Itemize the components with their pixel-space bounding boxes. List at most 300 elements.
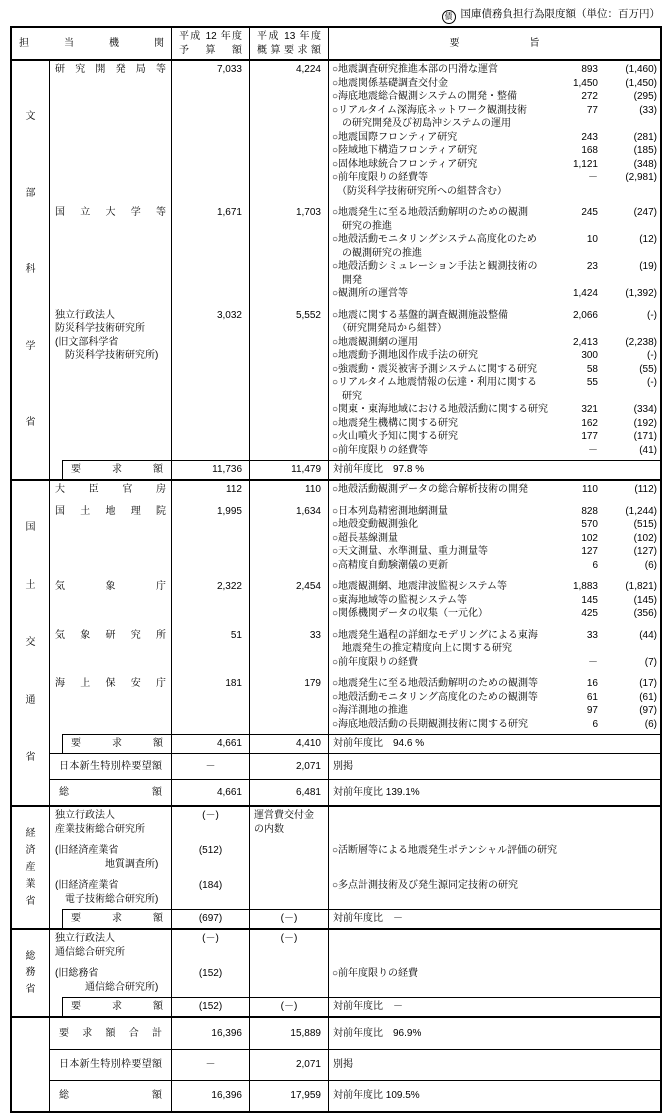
agency-name-line: 研 究 開 発 局 等 xyxy=(55,64,166,75)
caption xyxy=(0,0,672,26)
summary-item xyxy=(332,483,658,497)
item-text-line: ○活断層等による地震発生ポテンシャル評価の研究 xyxy=(332,845,558,856)
summary-item xyxy=(332,260,658,287)
ministry-char: 産 xyxy=(25,861,36,873)
total-row-summary: 対前年度比 139.1% xyxy=(329,779,660,805)
caption-title: 国庫債務負担行為限度額（単位：百万円） xyxy=(460,8,660,20)
summary-item xyxy=(332,430,658,444)
fy2001-amount: (－) xyxy=(250,909,329,928)
summary-cell xyxy=(329,621,660,670)
grand-totals-section xyxy=(12,1016,660,1111)
total-row-summary: 対前年度比 96.9% xyxy=(333,1027,422,1039)
item-text xyxy=(332,403,558,417)
fy2000-amount: (－) xyxy=(172,930,250,959)
item-amount: 58 xyxy=(586,363,598,375)
fy2000-amount: (697) xyxy=(172,909,250,928)
item-prev-year-amount: (55) xyxy=(639,363,657,375)
header-fy2001-line2: 概算要求額 xyxy=(257,44,321,56)
summary-item xyxy=(332,580,658,594)
item-text xyxy=(332,171,558,198)
item-prev-year-amount: (17) xyxy=(639,678,657,689)
summary-item xyxy=(332,594,658,608)
summary-item xyxy=(332,376,658,403)
agency-row xyxy=(50,871,660,909)
item-prev-year-amount: (1,821) xyxy=(625,581,657,592)
fy2000-amount: － xyxy=(172,1049,250,1080)
ministry-label-empty xyxy=(12,1018,50,1111)
item-text-line: ○地震に関する基盤的調査観測施設整備 xyxy=(332,309,509,321)
ministry-section xyxy=(12,61,660,479)
total-row-summary: 対前年度比 94.6 % xyxy=(329,734,660,753)
item-amount: 243 xyxy=(581,131,598,143)
total-row-summary: 対前年度比 109.5% xyxy=(329,1080,660,1111)
item-text xyxy=(332,444,558,458)
section-total-row xyxy=(50,753,660,779)
agency-cell xyxy=(50,959,172,997)
item-amount: 300 xyxy=(581,350,598,361)
item-prev-year-amount: (-) xyxy=(647,309,657,321)
item-amount: 33 xyxy=(586,629,598,641)
item-amount: 77 xyxy=(586,104,598,116)
fy2001-amount: 2,454 xyxy=(250,572,329,621)
item-prev-year-amount: (2,238) xyxy=(625,336,657,348)
item-text-line: ○前年度限りの経費等 xyxy=(332,172,429,183)
item-text-line: ○地震観測網の運用 xyxy=(332,336,419,348)
total-row-label: 要 求 額 xyxy=(62,997,172,1016)
fy2001-amount xyxy=(250,871,329,909)
item-text xyxy=(332,691,558,705)
item-amount: 1,424 xyxy=(572,288,598,299)
item-text xyxy=(332,336,558,350)
fy2000-amount: 4,661 xyxy=(172,779,250,805)
item-text xyxy=(332,417,558,431)
agency-cell xyxy=(50,621,172,670)
fy2000-amount: 11,736 xyxy=(172,460,250,479)
ministry-char: 国 xyxy=(25,522,36,534)
section-body xyxy=(50,481,660,805)
fy2001-amount: 17,959 xyxy=(250,1080,329,1111)
summary-cell xyxy=(329,61,660,198)
item-prev-year-amount: (127) xyxy=(633,546,657,557)
agency-cell xyxy=(50,930,172,959)
item-amount: 425 xyxy=(581,608,598,619)
item-prev-year-amount: (1,450) xyxy=(625,77,657,89)
ministry-char: 総 xyxy=(25,950,36,962)
item-prev-year-amount: (247) xyxy=(633,207,657,218)
fy2000-amount: (152) xyxy=(172,959,250,997)
item-text-line: ○前年度限りの経費 xyxy=(332,656,419,668)
item-text-line: ○前年度限りの経費 xyxy=(332,968,419,979)
request-row-indent xyxy=(50,734,62,753)
item-text-line: ○地震関係基礎調査交付金 xyxy=(332,77,449,89)
agency-cell xyxy=(50,198,172,301)
item-text-line: ○地震動予測地図作成手法の研究 xyxy=(332,350,479,361)
total-row-label: 要 求 額 xyxy=(62,909,172,928)
summary-cell xyxy=(329,836,660,871)
item-text-line: ○海底地震総合観測システムの開発・整備 xyxy=(332,91,518,102)
summary-item xyxy=(332,532,658,546)
item-prev-year-amount: (102) xyxy=(633,532,657,544)
summary-item xyxy=(332,505,658,519)
total-row-label: 要 求 額 xyxy=(62,460,172,479)
item-prev-year-amount: (281) xyxy=(633,131,657,143)
summary-item xyxy=(332,206,658,233)
totals-row xyxy=(50,1080,660,1111)
header-fy2000-col xyxy=(172,28,250,59)
item-text xyxy=(332,63,558,77)
item-text-line: の観測研究の推進 xyxy=(332,247,422,259)
summary-item xyxy=(332,287,658,301)
item-amount: － xyxy=(588,444,598,456)
summary-item xyxy=(332,879,658,893)
header-summary-col xyxy=(329,28,660,59)
total-row-label: 要 求 額 合 計 xyxy=(50,1018,172,1049)
fy2000-amount: 1,995 xyxy=(172,497,250,573)
summary-item xyxy=(332,336,658,350)
item-text-line: ○地殻活動シミュレーション手法と観測技術の xyxy=(332,261,538,272)
item-text xyxy=(332,607,558,621)
fy2000-amount: (－) xyxy=(172,807,250,836)
section-total-row xyxy=(50,997,660,1016)
header-agency-col xyxy=(12,28,172,59)
agency-row xyxy=(50,959,660,997)
total-row-label: 日本新生特別枠要望額 xyxy=(50,753,172,779)
item-text-line: ○固体地球統合フロンティア研究 xyxy=(332,158,478,170)
item-prev-year-amount: (61) xyxy=(639,691,657,703)
ministry-char: 経 xyxy=(25,827,36,839)
item-amount: 2,066 xyxy=(572,309,598,321)
item-amount: 23 xyxy=(586,261,598,272)
item-text-line: ○高精度自動験潮儀の更新 xyxy=(332,559,449,571)
agency-cell xyxy=(50,301,172,461)
item-text xyxy=(332,559,558,573)
item-amount: 162 xyxy=(581,417,598,429)
item-amount: 110 xyxy=(582,484,598,495)
summary-item xyxy=(332,63,658,77)
agency-cell xyxy=(50,572,172,621)
summary-item xyxy=(332,444,658,458)
item-text xyxy=(332,967,558,981)
agency-name-line: (旧文部科学省 xyxy=(55,336,119,348)
agency-row xyxy=(50,669,660,734)
item-text xyxy=(332,77,558,91)
agency-cell xyxy=(50,497,172,573)
agency-name-line: (旧総務省 xyxy=(55,968,99,979)
item-text xyxy=(332,594,558,608)
summary-cell xyxy=(329,959,660,997)
item-amount: 272 xyxy=(581,91,598,102)
ministry-char: 業 xyxy=(25,878,36,890)
item-prev-year-amount: (145) xyxy=(633,594,657,606)
agency-name-line: 通信総合研究所) xyxy=(55,981,159,993)
item-text-line: 開発 xyxy=(332,274,362,286)
fy2001-amount: (－) xyxy=(250,997,329,1016)
total-row-label: 要 求 額 xyxy=(62,734,172,753)
summary-item xyxy=(332,656,658,670)
item-text-line: ○地殻活動モニタリングシステム高度化のため xyxy=(332,234,537,245)
item-text-line: ○地震観測網、地震津波監視システム等 xyxy=(332,581,508,592)
summary-item xyxy=(332,967,658,981)
total-row-summary: 対前年度比 － xyxy=(329,909,660,928)
ministry-char: 科 xyxy=(25,264,36,276)
ministry-label xyxy=(12,930,50,1016)
ministry-label xyxy=(12,807,50,928)
fy2001-amount: 2,071 xyxy=(250,753,329,779)
item-text-line: ○東海地域等の監視システム等 xyxy=(332,594,468,606)
item-amount: 168 xyxy=(581,145,598,156)
item-prev-year-amount: (2,981) xyxy=(625,172,657,183)
summary-item xyxy=(332,607,658,621)
total-row-summary: 対前年度比 － xyxy=(329,997,660,1016)
summary-item xyxy=(332,90,658,104)
item-text-line: ○前年度限りの経費等 xyxy=(332,444,429,456)
table-body xyxy=(12,61,660,1111)
fy2001-amount: 15,889 xyxy=(250,1018,329,1049)
fy2000-amount: 4,661 xyxy=(172,734,250,753)
item-text-line: ○海洋測地の推進 xyxy=(332,705,409,716)
item-text-line: 地震発生の推定精度向上に関する研究 xyxy=(332,643,512,654)
item-text xyxy=(332,430,558,444)
item-prev-year-amount: (356) xyxy=(633,608,657,619)
summary-item xyxy=(332,844,658,858)
ministry-label xyxy=(12,481,50,805)
agency-row xyxy=(50,807,660,836)
item-prev-year-amount: (295) xyxy=(633,91,657,102)
item-text-line: ○陸域地下構造フロンティア研究 xyxy=(332,145,478,156)
item-text xyxy=(332,518,558,532)
ministry-char: 交 xyxy=(25,637,36,649)
agency-row xyxy=(50,621,660,670)
summary-item xyxy=(332,691,658,705)
fy2001-amount: 179 xyxy=(250,669,329,734)
item-text-line: ○関東・東海地域における地殻活動に関する研究 xyxy=(332,404,549,415)
item-amount: 55 xyxy=(586,377,598,388)
agency-row xyxy=(50,198,660,301)
fy2001-amount: (－) xyxy=(250,930,329,959)
agency-row xyxy=(50,572,660,621)
item-text xyxy=(332,233,558,260)
ministry-char: 省 xyxy=(25,895,36,907)
ministry-section xyxy=(12,928,660,1016)
item-prev-year-amount: (185) xyxy=(633,145,657,156)
section-total-row xyxy=(50,734,660,753)
header-fy2001-line1: 平成 13 年度 xyxy=(257,31,321,42)
agency-name-line: 通信総合研究所 xyxy=(55,946,125,958)
fy2000-amount: 7,033 xyxy=(172,61,250,198)
agency-name-line: 地質調査所) xyxy=(55,858,159,870)
fy2000-amount: (184) xyxy=(172,871,250,909)
item-amount: 145 xyxy=(581,594,598,606)
summary-item xyxy=(332,629,658,656)
item-text-line: 研究 xyxy=(332,390,362,402)
item-amount: 16 xyxy=(586,678,598,689)
item-amount: 321 xyxy=(581,404,598,415)
agency-name-line: 防災科学技術研究所 xyxy=(55,323,145,334)
item-amount: 570 xyxy=(581,519,598,530)
summary-item xyxy=(332,349,658,363)
item-text-line: ○地震国際フロンティア研究 xyxy=(332,131,458,143)
item-prev-year-amount: (1,460) xyxy=(625,64,657,75)
item-text-line: ○地震調査研究推進本部の円滑な運営 xyxy=(332,64,499,75)
item-prev-year-amount: (192) xyxy=(633,417,657,429)
item-text xyxy=(332,309,558,336)
fy2000-amount: 1,671 xyxy=(172,198,250,301)
item-text xyxy=(332,90,558,104)
agency-cell xyxy=(50,481,172,497)
item-text-line: ○地殻変動観測強化 xyxy=(332,519,419,530)
total-row-label: 総 額 xyxy=(50,1080,172,1111)
item-prev-year-amount: (515) xyxy=(633,519,657,530)
ministry-char: 部 xyxy=(25,187,36,199)
request-row-indent xyxy=(50,997,62,1016)
agency-name-line: 産業技術総合研究所 xyxy=(55,823,145,835)
item-amount: 10 xyxy=(586,234,598,245)
ministry-char: 文 xyxy=(25,111,36,123)
item-amount: 2,413 xyxy=(572,336,598,348)
fy2001-amount: 4,410 xyxy=(250,734,329,753)
summary-item xyxy=(332,309,658,336)
summary-cell xyxy=(329,481,660,497)
agency-name-line: 国 立 大 学 等 xyxy=(55,207,166,218)
item-prev-year-amount: (97) xyxy=(639,705,657,716)
agency-cell xyxy=(50,669,172,734)
summary-item xyxy=(332,363,658,377)
section-body xyxy=(50,61,660,479)
item-text-line: ○地震発生に至る地殻活動解明のための観測等 xyxy=(332,678,539,689)
item-text-line: （研究開発局から組替） xyxy=(332,323,447,334)
summary-item xyxy=(332,545,658,559)
fy2001-amount: 4,224 xyxy=(250,61,329,198)
item-prev-year-amount: (171) xyxy=(633,431,657,442)
item-text xyxy=(332,363,558,377)
section-body xyxy=(50,807,660,928)
item-text-line: ○観測所の運営等 xyxy=(332,288,409,299)
section-body xyxy=(50,930,660,1016)
item-text xyxy=(332,206,558,233)
agency-row xyxy=(50,301,660,461)
table-header-row xyxy=(12,28,660,61)
header-fy2000-line2: 予 算 額 xyxy=(179,44,242,56)
item-text xyxy=(332,844,558,858)
agency-name-line: 大 臣 官 房 xyxy=(55,484,166,495)
summary-item xyxy=(332,718,658,732)
item-text xyxy=(332,158,558,172)
item-prev-year-amount: (1,392) xyxy=(625,288,657,299)
agency-cell xyxy=(50,807,172,836)
ministry-char: 務 xyxy=(25,967,36,979)
item-prev-year-amount: (44) xyxy=(639,629,657,641)
header-summary-label: 要 旨 xyxy=(449,37,540,49)
item-text-line: ○関係機関データの収集（一元化） xyxy=(332,608,489,619)
item-text-line: （防災科学技術研究所への組替含む） xyxy=(332,185,507,197)
total-row-label: 日本新生特別枠要望額 xyxy=(50,1049,172,1080)
item-text-line: ○多点計測技術及び発生源同定技術の研究 xyxy=(332,880,519,891)
item-amount: 893 xyxy=(581,64,598,75)
item-text xyxy=(332,104,558,131)
agency-name-line: 国 土 地 理 院 xyxy=(55,505,166,517)
section-total-row xyxy=(50,779,660,805)
grand-totals-body xyxy=(50,1018,660,1111)
section-total-row xyxy=(50,909,660,928)
item-amount: 177 xyxy=(581,431,598,442)
ministry-section xyxy=(12,479,660,805)
fy2000-amount: 3,032 xyxy=(172,301,250,461)
fy2001-amount-line: 運営費交付金 xyxy=(254,810,314,821)
fy2001-amount xyxy=(250,959,329,997)
fy2000-amount: 16,396 xyxy=(172,1080,250,1111)
fy2001-amount-line: の内数 xyxy=(254,823,284,835)
ministry-char: 土 xyxy=(25,579,36,591)
item-prev-year-amount: (41) xyxy=(639,444,657,456)
item-text xyxy=(332,131,558,145)
fy2001-amount: 5,552 xyxy=(250,301,329,461)
item-prev-year-amount: (1,244) xyxy=(625,505,657,517)
item-text-line: ○地震発生機構に関する研究 xyxy=(332,417,459,429)
item-amount: 1,883 xyxy=(572,581,598,592)
fy2001-amount: 11,479 xyxy=(250,460,329,479)
fy2000-amount: (152) xyxy=(172,997,250,1016)
total-row-summary: 別掲 xyxy=(329,753,660,779)
fy2000-amount: 16,396 xyxy=(172,1018,250,1049)
item-amount: － xyxy=(588,172,598,183)
item-text xyxy=(332,580,558,594)
summary-item xyxy=(332,403,658,417)
agency-cell xyxy=(50,61,172,198)
ministry-section xyxy=(12,805,660,928)
item-text xyxy=(332,349,558,363)
ministry-char: 省 xyxy=(25,752,36,764)
section-total-row xyxy=(50,460,660,479)
item-text xyxy=(332,483,558,497)
fy2001-amount: 2,071 xyxy=(250,1049,329,1080)
item-text xyxy=(332,879,558,893)
header-fy2001-col xyxy=(250,28,329,59)
summary-cell xyxy=(329,572,660,621)
ministry-char: 済 xyxy=(25,844,36,856)
item-text xyxy=(332,532,558,546)
fy2000-amount: 112 xyxy=(172,481,250,497)
agency-cell xyxy=(50,871,172,909)
item-prev-year-amount: (-) xyxy=(647,377,657,388)
summary-item xyxy=(332,131,658,145)
summary-item xyxy=(332,77,658,91)
fy2001-amount: 110 xyxy=(250,481,329,497)
item-prev-year-amount: (6) xyxy=(644,718,657,730)
item-text-line: ○リアルタイム地震情報の伝達・利用に関する xyxy=(332,377,538,388)
item-amount: － xyxy=(588,656,598,668)
agency-row xyxy=(50,497,660,573)
item-amount: 245 xyxy=(581,207,598,218)
item-text-line: ○天文測量、水準測量、重力測量等 xyxy=(332,546,489,557)
item-text xyxy=(332,677,558,691)
item-prev-year-amount: (19) xyxy=(639,261,657,272)
summary-item xyxy=(332,704,658,718)
fy2001-amount xyxy=(250,836,329,871)
item-prev-year-amount: (33) xyxy=(639,104,657,116)
fy2001-amount: 33 xyxy=(250,621,329,670)
item-text xyxy=(332,144,558,158)
summary-item xyxy=(332,518,658,532)
request-row-indent xyxy=(50,909,62,928)
ministry-char: 通 xyxy=(25,694,36,706)
item-amount: 1,121 xyxy=(572,158,598,170)
fy2000-amount: 2,322 xyxy=(172,572,250,621)
agency-name-line: (旧経済産業省 xyxy=(55,845,119,856)
item-text xyxy=(332,704,558,718)
summary-cell xyxy=(329,497,660,573)
totals-row xyxy=(50,1018,660,1049)
fy2000-amount: 181 xyxy=(172,669,250,734)
